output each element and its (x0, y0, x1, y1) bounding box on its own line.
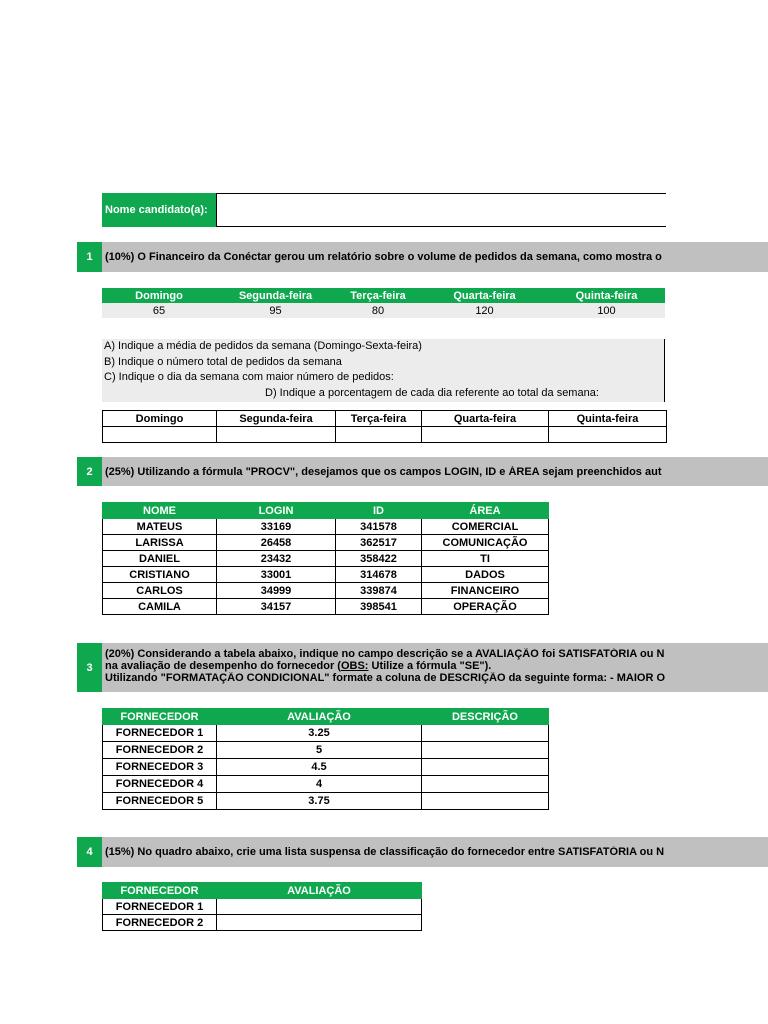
q3-cell-avaliacao[interactable]: 4.5 (217, 759, 422, 776)
q3-line2-obs: OBS: (340, 660, 369, 672)
q1-answer-header-segunda: Segunda-feira (217, 411, 336, 427)
q2-cell-login[interactable]: 33001 (217, 567, 336, 583)
q3-header-avaliacao: AVALIAÇÃO (217, 709, 422, 725)
q2-cell-nome[interactable]: LARISSA (103, 535, 217, 551)
q4-cell-avaliacao-dropdown[interactable] (217, 899, 422, 915)
q1-answer-header-quinta: Quinta-feira (549, 411, 667, 427)
q1-header-domingo: Domingo (102, 288, 216, 303)
q1-item-c: C) Indique o dia da semana com maior número de pedidos: (104, 371, 394, 383)
q2-cell-area[interactable]: COMUNICAÇÃO (422, 535, 549, 551)
table-row (103, 567, 549, 583)
q4-prompt-text: (15%) No quadro abaixo, crie uma lista suspensa de classificação do fornecedor entre SATISFATÓRIA ou N (105, 846, 665, 858)
q3-cell-descricao[interactable] (422, 776, 549, 793)
q3-number (77, 643, 102, 692)
q1-value-quarta[interactable]: 120 (475, 304, 494, 317)
candidate-name-field[interactable] (216, 193, 666, 227)
q2-header-login: LOGIN (217, 503, 336, 519)
q2-cell-login[interactable]: 33169 (217, 519, 336, 535)
q3-cell-descricao[interactable] (422, 725, 549, 742)
q3-cell-descricao[interactable] (422, 793, 549, 810)
q2-prompt (102, 457, 768, 486)
table-row (103, 551, 549, 567)
q2-prompt-text: (25%) Utilizando a fórmula "PROCV", desejamos que os campos LOGIN, ID e ÁREA sejam preenchidos aut (105, 465, 662, 478)
q3-cell-avaliacao[interactable]: 3.25 (217, 725, 422, 742)
q4-header-row (103, 883, 422, 899)
q4-cell-fornecedor[interactable]: FORNECEDOR 1 (103, 899, 217, 915)
table-row (103, 519, 549, 535)
q1-header-terca: Terça-feira (335, 288, 421, 303)
q1-value-terca[interactable]: 80 (371, 304, 385, 317)
q3-cell-fornecedor[interactable]: FORNECEDOR 2 (103, 742, 217, 759)
q1-answer-segunda[interactable] (217, 427, 336, 443)
q1-answer-quarta[interactable] (422, 427, 549, 443)
q2-number-text: 2 (86, 465, 93, 478)
table-row (103, 725, 549, 742)
q2-cell-id[interactable]: 398541 (336, 599, 422, 615)
q3-prompt-line1: (20%) Considerando a tabela abaixo, indique no campo descrição se a AVALIAÇÃO foi SATISFATÓRIA ou N (105, 648, 665, 660)
q1-value-quinta[interactable]: 100 (597, 304, 616, 317)
q2-cell-login[interactable]: 34999 (217, 583, 336, 599)
q1-item-a: A) Indique a média de pedidos da semana (Domingo-Sexta-feira) (104, 340, 422, 352)
q3-cell-descricao[interactable] (422, 759, 549, 776)
q1-prompt (102, 242, 768, 272)
q2-cell-nome[interactable]: DANIEL (103, 551, 217, 567)
q3-line2-post: Utilize a fórmula "SE"). (368, 660, 492, 672)
q2-cell-id[interactable]: 314678 (336, 567, 422, 583)
q1-items-box (102, 339, 665, 402)
q1-answer-table (102, 410, 667, 443)
q1-answer-header-domingo: Domingo (103, 411, 217, 427)
q4-number (77, 837, 102, 867)
q2-cell-nome[interactable]: CARLOS (103, 583, 217, 599)
q2-cell-login[interactable]: 26458 (217, 535, 336, 551)
q4-number-text: 4 (86, 846, 93, 858)
q3-cell-fornecedor[interactable]: FORNECEDOR 4 (103, 776, 217, 793)
q3-cell-avaliacao[interactable]: 4 (217, 776, 422, 793)
candidate-label-cell (102, 193, 216, 227)
q3-header-descricao: DESCRIÇÃO (422, 709, 549, 725)
q1-prompt-text: (10%) O Financeiro da Conéctar gerou um relatório sobre o volume de pedidos da semana, como mostra o (105, 251, 662, 263)
q4-supplier-table (102, 882, 422, 931)
q2-cell-area[interactable]: TI (422, 551, 549, 567)
q1-answer-terca[interactable] (336, 427, 422, 443)
q1-answer-quinta[interactable] (549, 427, 667, 443)
q3-supplier-table (102, 708, 549, 810)
table-row (103, 742, 549, 759)
q3-prompt (102, 643, 768, 692)
table-row (103, 776, 549, 793)
q3-header-row (103, 709, 549, 725)
q2-cell-area[interactable]: DADOS (422, 567, 549, 583)
q2-number (77, 457, 102, 486)
q1-item-b: B) Indique o número total de pedidos da semana (104, 355, 342, 368)
q1-item-d: D) Indique a porcentagem de cada dia referente ao total da semana: (265, 386, 599, 399)
q2-cell-area[interactable]: OPERAÇÃO (422, 599, 549, 615)
q2-cell-area[interactable]: FINANCEIRO (422, 583, 549, 599)
q4-header-avaliacao: AVALIAÇÃO (217, 883, 422, 899)
table-row (103, 915, 422, 931)
q3-prompt-line3: Utilizando "FORMATAÇÃO CONDICIONAL" formate a coluna de DESCRIÇÃO da seguinte forma: - MAIOR O (105, 672, 666, 684)
q2-cell-login[interactable]: 23432 (217, 551, 336, 567)
q2-header-area: ÁREA (422, 503, 549, 519)
q1-orders-table (102, 288, 665, 318)
q4-prompt (102, 837, 768, 867)
q1-orders-values-row (102, 303, 665, 318)
q4-cell-fornecedor[interactable]: FORNECEDOR 2 (103, 915, 217, 931)
q3-number-text: 3 (86, 661, 93, 674)
q3-cell-fornecedor[interactable]: FORNECEDOR 3 (103, 759, 217, 776)
q1-orders-header-row (102, 288, 665, 303)
q3-cell-avaliacao[interactable]: 3.75 (217, 793, 422, 810)
q2-header-id: ID (336, 503, 422, 519)
q4-header-fornecedor: FORNECEDOR (103, 883, 217, 899)
q2-cell-login[interactable]: 34157 (217, 599, 336, 615)
q3-prompt-line2 (105, 660, 667, 672)
q2-employee-table (102, 502, 549, 615)
q3-header-fornecedor: FORNECEDOR (103, 709, 217, 725)
q2-header-nome: NOME (103, 503, 217, 519)
table-row (103, 535, 549, 551)
table-row (103, 899, 422, 915)
q2-cell-nome[interactable]: CRISTIANO (103, 567, 217, 583)
q1-answer-domingo[interactable] (103, 427, 217, 443)
q2-cell-area[interactable]: COMERCIAL (422, 519, 549, 535)
q2-header-row (103, 503, 549, 519)
q1-value-domingo[interactable]: 65 (152, 304, 166, 317)
q1-answer-header-terca: Terça-feira (336, 411, 422, 427)
q3-cell-avaliacao[interactable]: 5 (217, 742, 422, 759)
q2-cell-id[interactable]: 358422 (336, 551, 422, 567)
table-row (103, 793, 549, 810)
q2-cell-id[interactable]: 341578 (336, 519, 422, 535)
q1-number-text: 1 (86, 251, 93, 263)
q4-cell-avaliacao-dropdown[interactable] (217, 915, 422, 931)
q1-answer-header-quarta: Quarta-feira (422, 411, 549, 427)
q2-cell-nome[interactable]: CAMILA (103, 599, 217, 615)
q1-answer-row (103, 427, 667, 443)
q3-cell-fornecedor[interactable]: FORNECEDOR 5 (103, 793, 217, 810)
q2-cell-id[interactable]: 339874 (336, 583, 422, 599)
candidate-label: Nome candidato(a): (105, 204, 208, 216)
q3-line2-pre: na avaliação de desempenho do fornecedor ( (105, 660, 341, 672)
q1-value-segunda[interactable]: 95 (269, 304, 282, 317)
table-row (103, 583, 549, 599)
q1-header-quarta: Quarta-feira (421, 288, 548, 303)
q3-cell-fornecedor[interactable]: FORNECEDOR 1 (103, 725, 217, 742)
q2-cell-nome[interactable]: MATEUS (103, 519, 217, 535)
q1-answer-header-row (103, 411, 667, 427)
q1-number (77, 242, 102, 272)
q1-header-segunda: Segunda-feira (216, 288, 335, 303)
q3-cell-descricao[interactable] (422, 742, 549, 759)
table-row (103, 599, 549, 615)
q2-cell-id[interactable]: 362517 (336, 535, 422, 551)
q1-header-quinta: Quinta-feira (548, 288, 665, 303)
table-row (103, 759, 549, 776)
